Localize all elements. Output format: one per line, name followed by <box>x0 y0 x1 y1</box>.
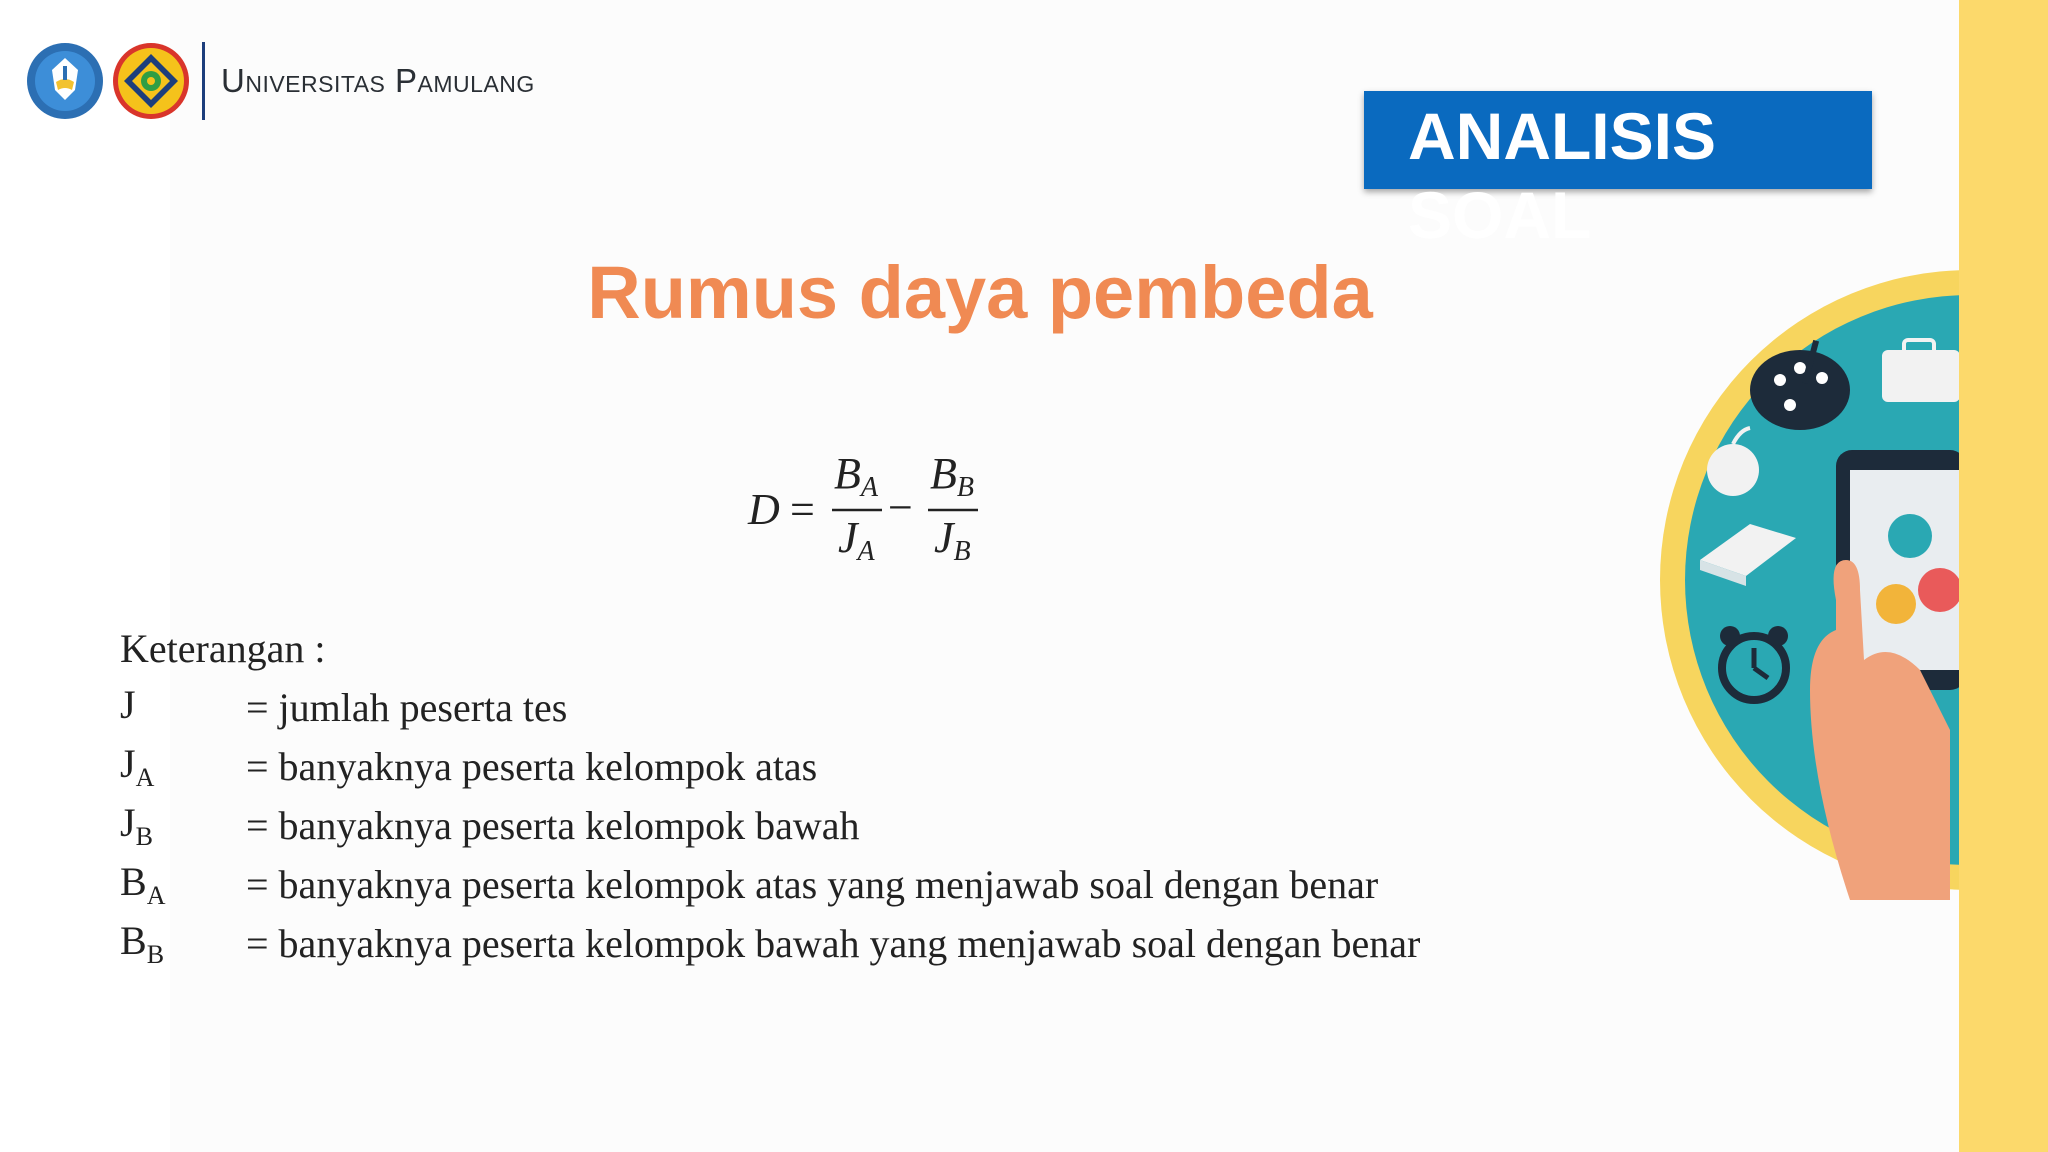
title-box-text: ANALISIS SOAL <box>1408 99 1717 253</box>
legend-description: = banyaknya peserta kelompok atas <box>246 744 818 789</box>
legend-description: = banyaknya peserta kelompok atas yang menjawab soal dengan benar <box>246 862 1379 907</box>
legend-symbol: $B_A$ <box>120 859 166 910</box>
formula <box>740 440 1000 580</box>
frac1-denominator: JA <box>838 513 875 567</box>
legend-symbol: $B_B$ <box>120 918 165 969</box>
slide-heading: Rumus daya pembeda <box>587 251 1373 334</box>
legend-row <box>120 737 1420 796</box>
header-logos <box>26 36 535 126</box>
legend-row <box>120 914 1420 973</box>
legend-symbol: J <box>120 682 136 727</box>
legend <box>120 620 1420 973</box>
legend-description: = jumlah peserta tes <box>246 685 568 730</box>
kemdikbud-logo-icon <box>26 42 104 120</box>
legend-symbol: $J_A$ <box>120 741 155 792</box>
logo-divider <box>202 42 205 120</box>
legend-description: = banyaknya peserta kelompok bawah <box>246 803 860 848</box>
education-illustration <box>1650 260 1960 900</box>
legend-row <box>120 796 1420 855</box>
legend-symbol: $J_B$ <box>120 800 153 851</box>
frac1-numerator: BA <box>834 449 878 503</box>
legend-heading: Keterangan : <box>120 626 326 671</box>
formula-minus: − <box>888 483 913 532</box>
legend-row <box>120 855 1420 914</box>
accent-bar <box>1959 0 2048 1152</box>
legend-row <box>120 678 1420 737</box>
title-box <box>1364 91 1872 253</box>
university-name: Universitas Pamulang <box>221 62 535 99</box>
frac2-numerator: BB <box>930 449 974 503</box>
frac2-denominator: JB <box>934 513 971 567</box>
formula-lhs: D <box>748 485 780 534</box>
unpam-logo-icon <box>112 42 190 120</box>
legend-description: = banyaknya peserta kelompok bawah yang menjawab soal dengan benar <box>246 921 1421 966</box>
formula-equals: = <box>790 485 815 534</box>
